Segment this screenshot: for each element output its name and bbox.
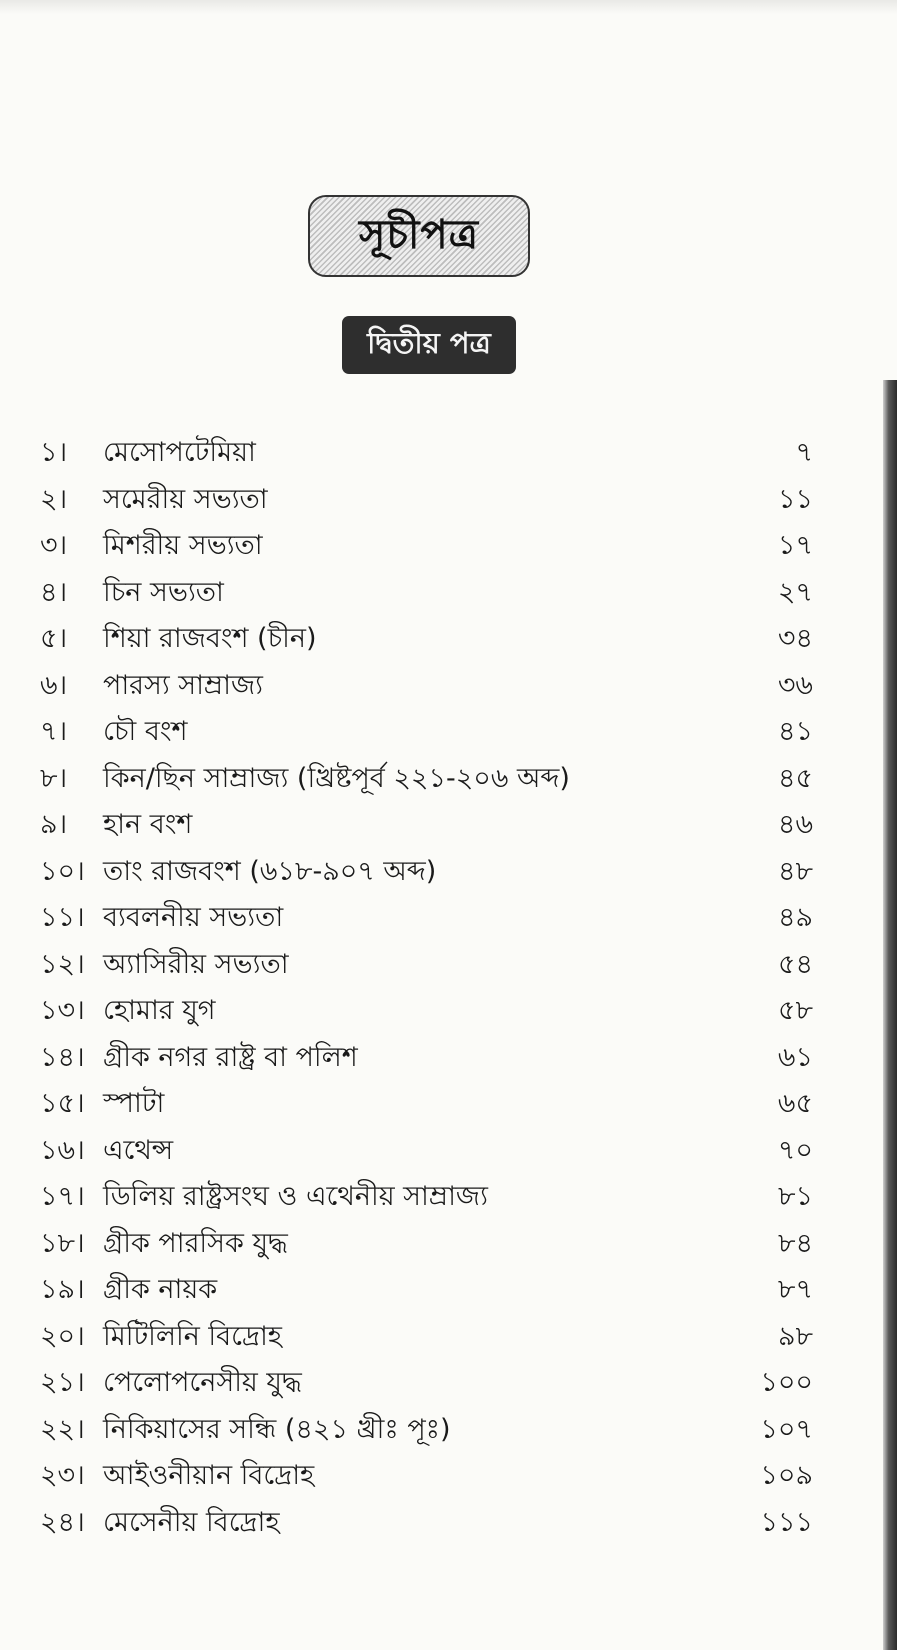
toc-entry-number: ৮। [40, 762, 68, 794]
toc-entry [0, 1221, 897, 1268]
toc-entry-number: ৫। [40, 623, 68, 654]
section-label: দ্বিতীয় পত্র [367, 325, 491, 360]
toc-entry [0, 1035, 897, 1082]
toc-entry-page: ৮১ [777, 1181, 813, 1212]
toc-entry-title: নিকিয়াসের সন্ধি (৪২১ খ্রীঃ পূঃ) [103, 1413, 451, 1445]
toc-entry-title: গ্রীক নায়ক [103, 1274, 218, 1305]
toc-entry-page: ৩৪ [777, 623, 813, 654]
toc-entry-number: ১। [40, 437, 68, 468]
toc-entry [0, 663, 897, 710]
toc-entry-title: চিন সভ্যতা [103, 576, 224, 608]
toc-entry-title: সমেরীয় সভ্যতা [103, 483, 268, 515]
toc-entry-number: ৯। [40, 809, 68, 840]
toc-entry [0, 570, 897, 617]
toc-entry-page: ৫৪ [777, 948, 813, 980]
toc-entry [0, 1360, 897, 1407]
toc-entry-page: ৭০ [777, 1134, 813, 1166]
toc-entry-title: শিয়া রাজবংশ (চীন) [103, 623, 317, 654]
toc-entry-page: ১০০ [760, 1367, 813, 1398]
toc-entry-title: হোমার যুগ [103, 995, 216, 1026]
toc-entry-page: ৫৮ [777, 995, 813, 1026]
toc-entry-page: ৭ [795, 437, 813, 468]
toc-entry-title: পারস্য সাম্রাজ্য [103, 669, 263, 701]
toc-entry-page: ৪৯ [777, 902, 813, 933]
toc-entry [0, 849, 897, 896]
toc-entry [0, 802, 897, 849]
toc-entry-number: ১২। [40, 948, 85, 980]
toc-entry-title: হান বংশ [103, 809, 193, 840]
toc-entry-number: ১৮। [40, 1227, 85, 1259]
toc-entry-number: ৭। [40, 716, 68, 747]
toc-entry-page: ১৭ [777, 530, 813, 561]
toc-entry-title: এথেন্স [103, 1134, 174, 1166]
toc-entry-page: ১১ [777, 483, 813, 515]
toc-entry [0, 616, 897, 663]
toc-entry [0, 1267, 897, 1314]
toc-entry-number: ২০। [40, 1320, 85, 1352]
toc-entry-title: চৌ বংশ [103, 716, 188, 747]
toc-entry-number: ১৫। [40, 1088, 85, 1119]
toc-entry-page: ৩৬ [777, 669, 813, 701]
toc-entry-page: ২৭ [777, 576, 813, 608]
toc-entry-number: ৩। [40, 530, 68, 561]
toc-entry-page: ৮৪ [777, 1227, 813, 1259]
toc-entry [0, 477, 897, 524]
toc-entry [0, 942, 897, 989]
toc-entry-number: ২৪। [40, 1506, 85, 1538]
toc-entry [0, 430, 897, 477]
toc-entry [0, 523, 897, 570]
section-badge [342, 316, 516, 374]
toc-entry-page: ৮৭ [777, 1274, 813, 1305]
toc-entry-title: মিটিলিনি বিদ্রোহ [103, 1320, 282, 1352]
contents-heading: সূচীপত্র [359, 211, 479, 258]
toc-entry-title: পেলোপনেসীয় যুদ্ধ [103, 1367, 302, 1398]
toc-entry-page: ৪৮ [777, 855, 813, 887]
toc-entry-page: ৬৫ [777, 1088, 813, 1119]
toc-entry [0, 1500, 897, 1547]
toc-entry [0, 1081, 897, 1128]
toc-entry [0, 1314, 897, 1361]
toc-entry-number: ২২। [40, 1413, 85, 1445]
toc-entry-title: ডিলিয় রাষ্ট্রসংঘ ও এথেনীয় সাম্রাজ্য [103, 1181, 488, 1212]
toc-entry-number: ২১। [40, 1367, 85, 1398]
toc-entry-title: মেসোপটেমিয়া [103, 437, 256, 468]
toc-entry-page: ৪১ [777, 716, 813, 747]
toc-entry-page: ৬১ [777, 1041, 813, 1073]
toc-entry-number: ২। [40, 483, 68, 515]
toc-entry-number: ১৯। [40, 1274, 85, 1305]
toc-entry-title: গ্রীক নগর রাষ্ট্র বা পলিশ [103, 1041, 358, 1073]
toc-entry [0, 895, 897, 942]
toc-entry-title: তাং রাজবংশ (৬১৮-৯০৭ অব্দ) [103, 855, 437, 887]
toc-entry-number: ৪। [40, 576, 68, 608]
table-of-contents [0, 430, 897, 1546]
toc-entry-title: কিন/ছিন সাম্রাজ্য (খ্রিষ্টপূর্ব ২২১-২০৬ অব্দ) [103, 762, 570, 794]
toc-entry-page: ১১১ [760, 1506, 813, 1538]
toc-entry-title: স্পাটা [103, 1088, 165, 1119]
toc-entry-page: ১০৯ [760, 1460, 813, 1491]
toc-entry-number: ১১। [40, 902, 85, 933]
toc-entry [0, 1407, 897, 1454]
contents-heading-box [308, 195, 530, 277]
toc-entry-number: ২৩। [40, 1460, 85, 1491]
toc-entry [0, 1174, 897, 1221]
toc-entry-number: ১৭। [40, 1181, 85, 1212]
toc-entry [0, 709, 897, 756]
toc-entry-page: ৪৬ [777, 809, 813, 840]
toc-entry-page: ১০৭ [760, 1413, 813, 1445]
toc-entry-number: ১০। [40, 855, 85, 887]
toc-entry-title: ব্যবলনীয় সভ্যতা [103, 902, 284, 933]
toc-entry-number: ১৩। [40, 995, 85, 1026]
toc-entry [0, 1128, 897, 1175]
toc-entry [0, 988, 897, 1035]
toc-entry-title: মেসেনীয় বিদ্রোহ [103, 1506, 280, 1538]
toc-entry-title: গ্রীক পারসিক যুদ্ধ [103, 1227, 288, 1259]
toc-entry-page: ৪৫ [777, 762, 813, 794]
toc-entry-title: মিশরীয় সভ্যতা [103, 530, 263, 561]
scan-top-edge [0, 0, 897, 14]
toc-entry [0, 1453, 897, 1500]
toc-entry [0, 756, 897, 803]
toc-entry-page: ৯৮ [777, 1320, 813, 1352]
toc-entry-number: ১৪। [40, 1041, 85, 1073]
toc-entry-number: ১৬। [40, 1134, 85, 1166]
toc-entry-number: ৬। [40, 669, 68, 701]
toc-entry-title: আইওনীয়ান বিদ্রোহ [103, 1460, 315, 1491]
toc-entry-title: অ্যাসিরীয় সভ্যতা [103, 948, 289, 980]
